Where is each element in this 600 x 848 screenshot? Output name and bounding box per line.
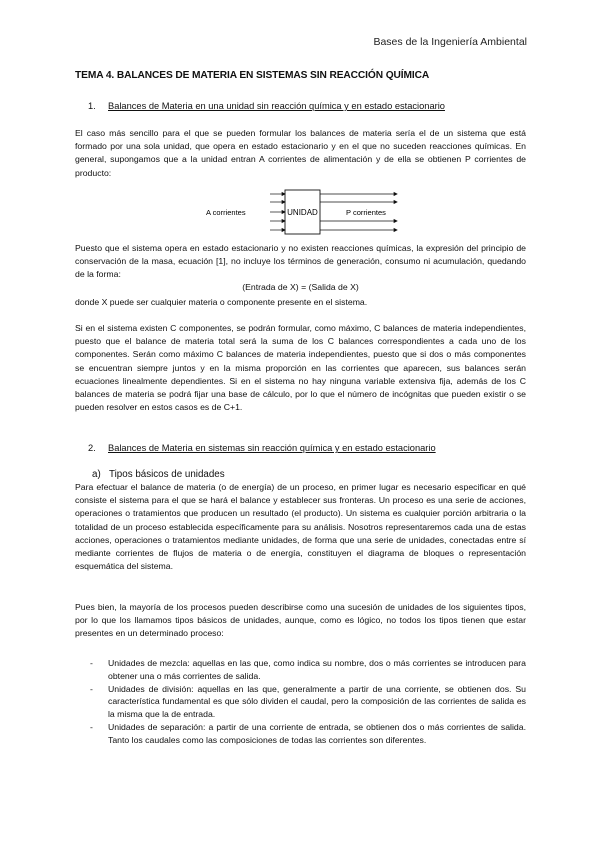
- list-item: [90, 683, 526, 721]
- input-stream-arrows: [270, 193, 285, 232]
- section-1-heading-text: Balances de Materia en una unidad sin reacción química y en estado estacionario: [108, 101, 445, 111]
- mass-balance-equation: (Entrada de X) = (Salida de X): [242, 282, 359, 292]
- section-1-paragraph-1: El caso más sencillo para el que se pueden formular los balances de materia sería el de un sistema que está formado por una sola unidad, que opera en estado estacionario y en el que no suceden reacciones químicas. En general, supongamos que a la unidad entran A corrientes de alimentación y de ella se obtienen P corrientes de producto:: [75, 128, 526, 178]
- subsection-a-heading-text: Tipos básicos de unidades: [109, 469, 225, 480]
- unit-block-diagram: [200, 186, 400, 238]
- list-item-text: Unidades de mezcla: aquellas en las que, como indica su nombre, dos o más corrientes se introducen para obtener una o más corrientes de salida.: [108, 658, 526, 681]
- section-2-heading: [88, 443, 436, 453]
- section-1-paragraph-2: Puesto que el sistema opera en estado estacionario y no existen reacciones químicas, la expresión del principio de conservación de la masa, ecuación [1], no incluye los términos de generación, consumo ni acumulación, quedando de la forma:: [75, 243, 526, 280]
- header-title: Bases de la Ingeniería Ambiental: [373, 36, 527, 48]
- subsection-a-heading: [92, 469, 225, 480]
- list-dash: -: [90, 683, 93, 694]
- input-label: A corrientes: [206, 208, 246, 217]
- list-item: [90, 657, 526, 682]
- section-1-paragraph-4: Si en el sistema existen C componentes, se podrán formular, como máximo, C balances de materia independientes, puesto que el balance de materia total será la suma de los C balances correspondientes a cada uno de los componentes. Serán como máximo C balances de materia independientes, puesto que si dos o más componentes se encuentran siempre juntos y en la misma proporción en las corrientes que aparecen, sus balances serán ecuaciones linealmente dependientes. Si en el sistema no hay ninguna variable extensiva fija, además de los C balances de materia se podrá fijar una base de cálculo, por lo que el número de incógnitas que pueden existir o se pueden resolver en estos casos es de C+1.: [75, 323, 526, 413]
- unit-label: UNIDAD: [287, 208, 318, 217]
- list-dash: -: [90, 721, 93, 732]
- section-2-paragraph-1: Para efectuar el balance de materia (o de energía) de un proceso, en primer lugar es necesario especificar en qué consiste el sistema para el que se hará el balance y establecer sus fronteras. Un proceso es una serie de acciones, operaciones o tratamientos que producen un resultado (el producto). Un sistema es cualquier porción arbitraria o la totalidad de un proceso establecida específicamente para su análisis. Nosotros representaremos cada una de estas acciones, operaciones o tratamientos mediante unidades, de forma que una serie de unidades, conectadas entre sí mediante corrientes de flujos de materia o de energía, constituyen el diagrama de bloques o representación esquemática del sistema.: [75, 482, 526, 572]
- section-1-heading: [88, 101, 445, 111]
- list-item: [90, 721, 526, 746]
- subsection-a-letter: a): [92, 469, 101, 480]
- output-label: P corrientes: [346, 208, 386, 217]
- section-2-number: 2.: [88, 443, 96, 453]
- section-2-paragraph-2: Pues bien, la mayoría de los procesos pueden describirse como una sucesión de unidades de los siguientes tipos, por lo que los llamamos tipos básicos de unidades, aunque, como es lógico, no todos los tipos tienen que estar presentes en un determinado proceso:: [75, 602, 526, 639]
- section-1-paragraph-3: donde X puede ser cualquier materia o componente presente en el sistema.: [75, 297, 368, 307]
- document-title: TEMA 4. BALANCES DE MATERIA EN SISTEMAS SIN REACCIÓN QUÍMICA: [75, 70, 430, 81]
- list-item-text: Unidades de separación: a partir de una corriente de entrada, se obtienen dos o más corrientes de salida. Tanto los caudales como las composiciones de todas las corrientes son diferentes.: [108, 721, 526, 745]
- unit-types-list: [90, 657, 526, 747]
- list-item-text: Unidades de división: aquellas en las que, generalmente a partir de una corriente, se obtienen dos. Su característica fundamental es que sólo dividen el caudal, pero la composición de las corrientes de salida es la misma que la de entrada.: [108, 683, 526, 719]
- section-2-heading-text: Balances de Materia en sistemas sin reacción química y en estado estacionario: [108, 443, 436, 453]
- list-dash: -: [90, 658, 93, 668]
- section-1-number: 1.: [88, 101, 96, 111]
